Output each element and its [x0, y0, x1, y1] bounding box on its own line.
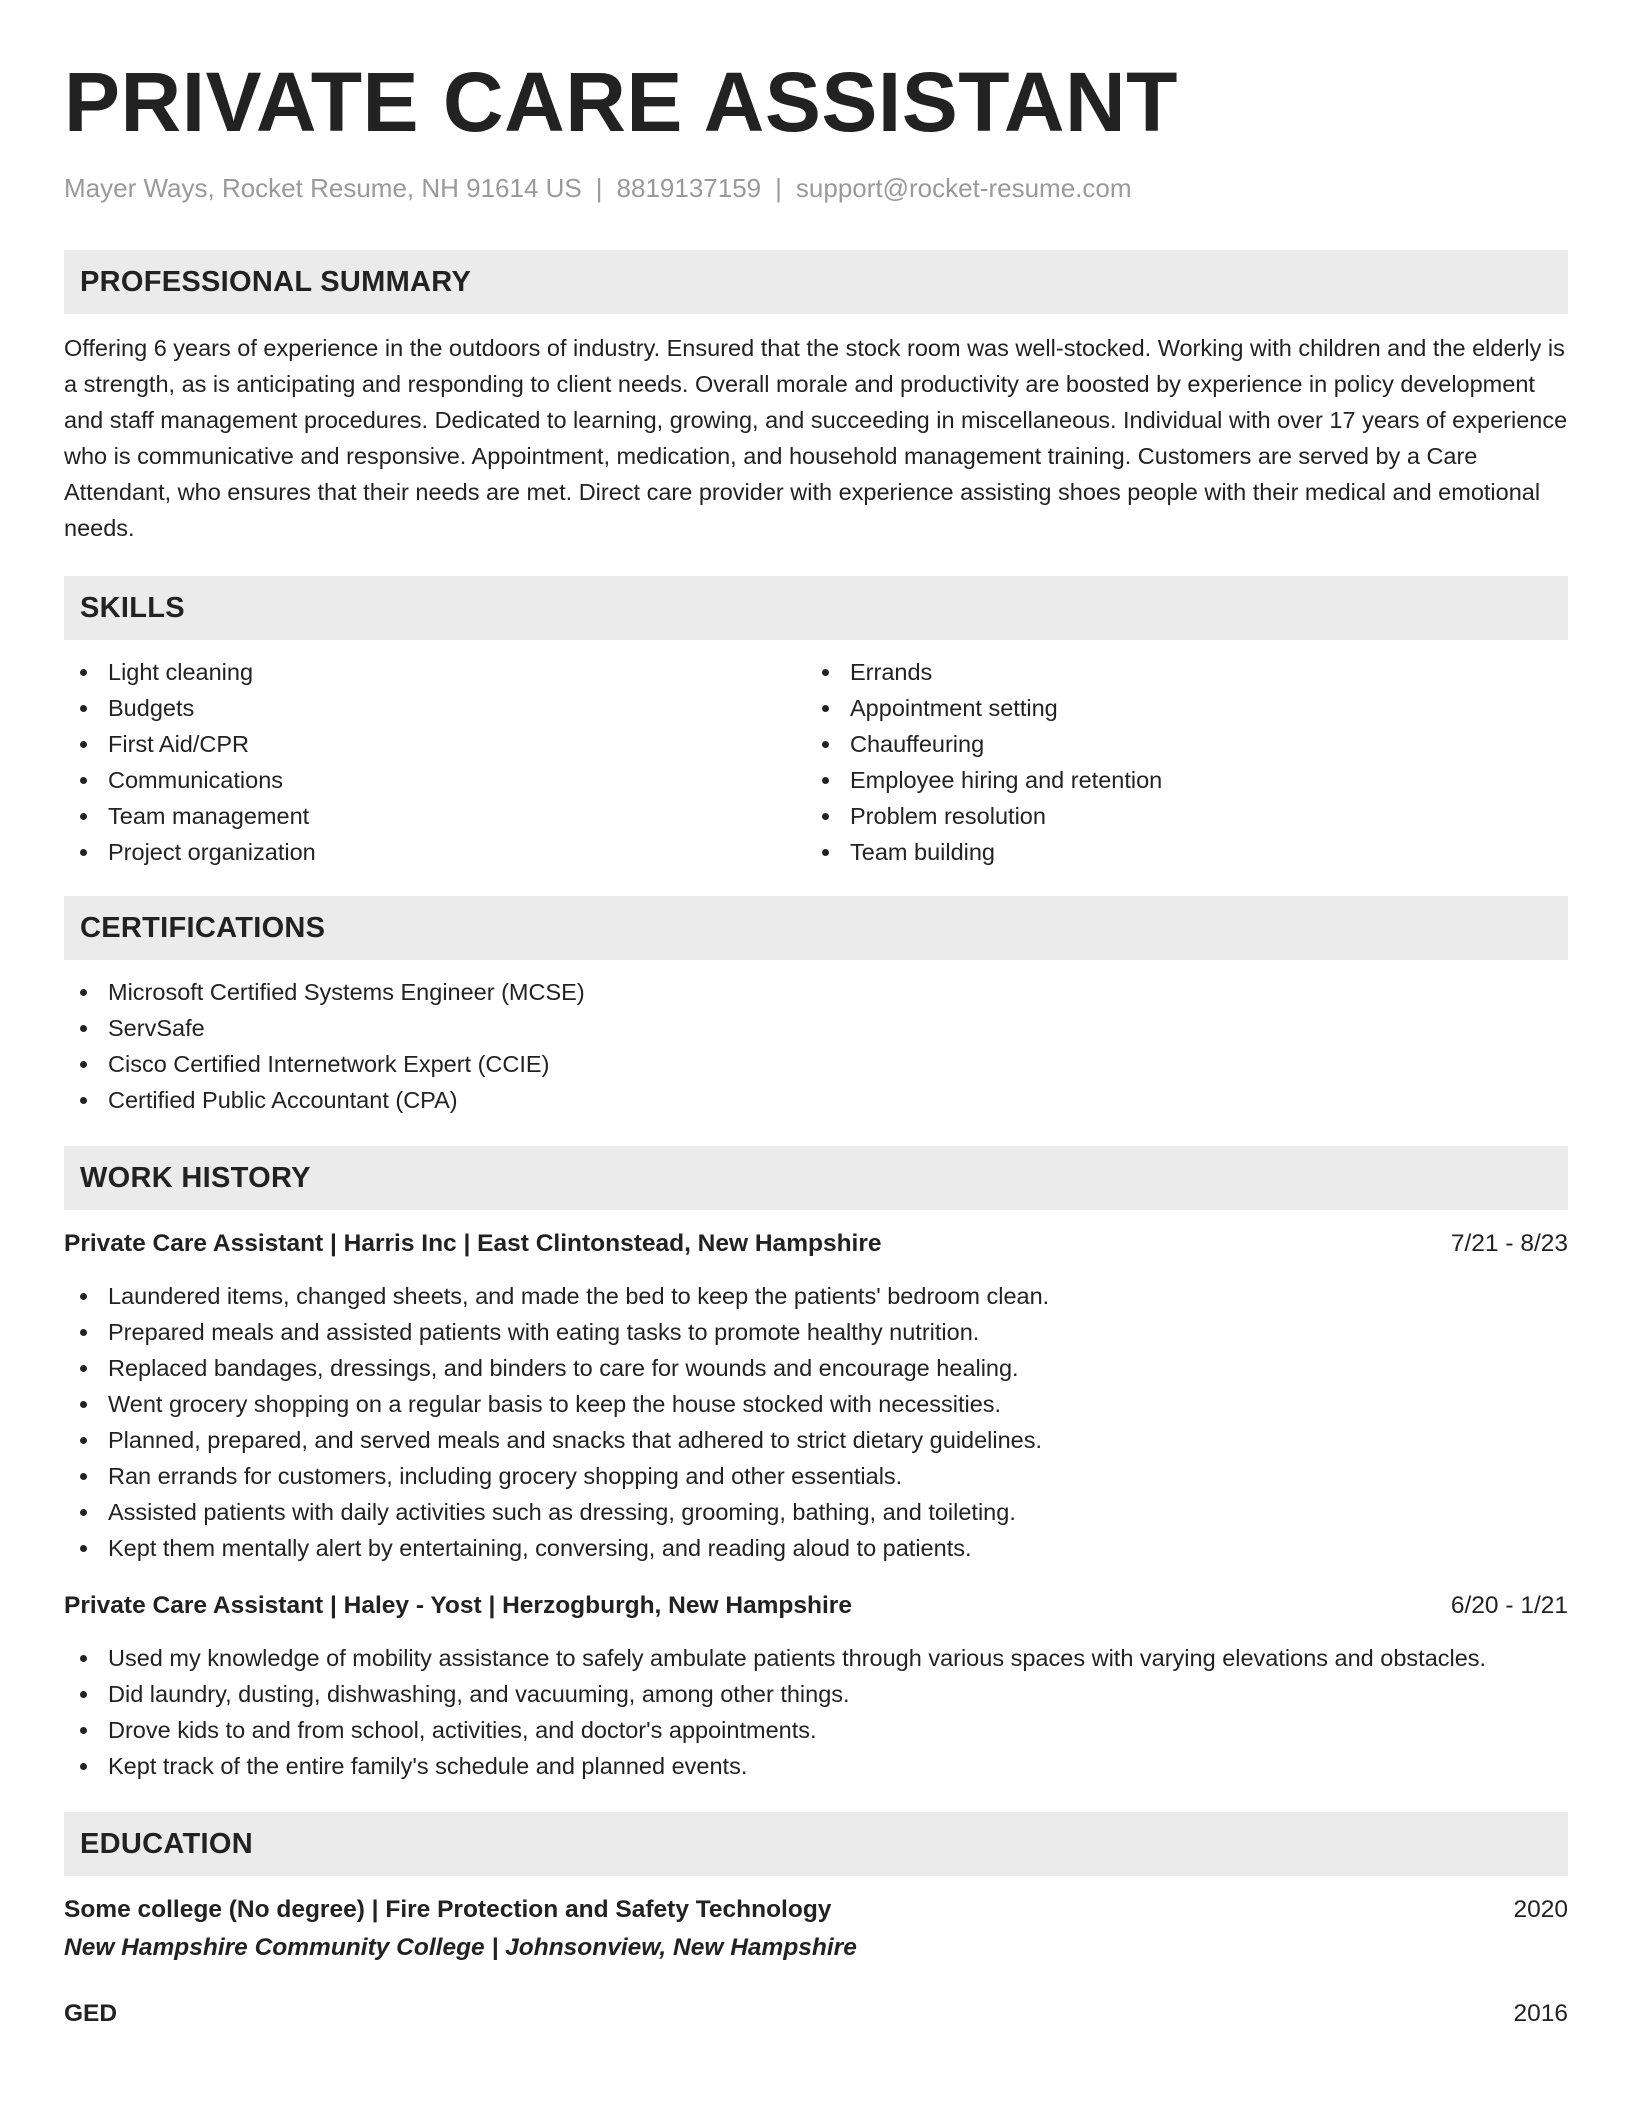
- education-degree: GED: [64, 2000, 118, 2027]
- section-heading-certifications: CERTIFICATIONS: [64, 896, 1568, 960]
- job-header: [64, 1226, 1568, 1262]
- education-header: [64, 1996, 1568, 2032]
- resume-title: PRIVATE CARE ASSISTANT: [64, 55, 1178, 149]
- job-entry: [64, 1588, 1568, 1784]
- job-bullet: Prepared meals and assisted patients with eating tasks to promote healthy nutrition.: [64, 1314, 1568, 1350]
- skills-list-right: [806, 654, 1548, 870]
- job-bullet: Laundered items, changed sheets, and made the bed to keep the patients' bedroom clean.: [64, 1278, 1568, 1314]
- job-bullet: Kept track of the entire family's schedule and planned events.: [64, 1748, 1568, 1784]
- skill-item: Employee hiring and retention: [806, 762, 1548, 798]
- skill-item: Problem resolution: [806, 798, 1548, 834]
- skill-item: Errands: [806, 654, 1548, 690]
- skill-item: Team building: [806, 834, 1548, 870]
- job-bullet: Went grocery shopping on a regular basis to keep the house stocked with necessities.: [64, 1386, 1568, 1422]
- contact-separator: |: [595, 173, 603, 203]
- contact-address: Mayer Ways, Rocket Resume, NH 91614 US: [64, 173, 582, 203]
- summary-text: Offering 6 years of experience in the outdoors of industry. Ensured that the stock room was well-stocked. Working with children and the elderly is a strength, as is anticipating and responding to client needs. Overall morale and productivity are boosted by experience in policy development and staff management procedures. Dedicated to learning, growing, and succeeding in miscellaneous. Individual with over 17 years of experience who is communicative and responsive. Appointment, medication, and household management training. Customers are served by a Care Attendant, who ensures that their needs are met. Direct care provider with experience assisting shoes people with their medical and emotional needs.: [64, 335, 1568, 541]
- job-bullet: Used my knowledge of mobility assistance to safely ambulate patients through various spaces with varying elevations and obstacles.: [64, 1640, 1568, 1676]
- job-bullets: [64, 1278, 1568, 1566]
- job-header: [64, 1588, 1568, 1624]
- certification-item: Cisco Certified Internetwork Expert (CCIE): [64, 1046, 1568, 1082]
- contact-email: support@rocket-resume.com: [795, 173, 1132, 203]
- skill-item: Appointment setting: [806, 690, 1548, 726]
- education-entry: [64, 1996, 1568, 2032]
- skill-item: Communications: [64, 762, 806, 798]
- resume-content: [64, 52, 1568, 2032]
- certification-item: Certified Public Accountant (CPA): [64, 1082, 1568, 1118]
- job-bullet: Drove kids to and from school, activities, and doctor's appointments.: [64, 1712, 1568, 1748]
- job-entry: [64, 1226, 1568, 1566]
- education-school: New Hampshire Community College | Johnsonview, New Hampshire: [64, 1934, 857, 1961]
- contact-line: [64, 172, 1568, 204]
- education-year: 2016: [1513, 2000, 1568, 2027]
- job-bullet: Kept them mentally alert by entertaining, conversing, and reading aloud to patients.: [64, 1530, 1568, 1566]
- section-heading-education: EDUCATION: [64, 1812, 1568, 1876]
- skill-item: First Aid/CPR: [64, 726, 806, 762]
- education-header: [64, 1892, 1568, 1928]
- job-bullet: Ran errands for customers, including grocery shopping and other essentials.: [64, 1458, 1568, 1494]
- job-bullet: Planned, prepared, and served meals and snacks that adhered to strict dietary guidelines.: [64, 1422, 1568, 1458]
- skill-item: Budgets: [64, 690, 806, 726]
- skills-list-left: [64, 654, 806, 870]
- job-bullet: Replaced bandages, dressings, and binders to care for wounds and encourage healing.: [64, 1350, 1568, 1386]
- education-entry: [64, 1892, 1568, 1968]
- skill-item: Chauffeuring: [806, 726, 1548, 762]
- skill-item: Team management: [64, 798, 806, 834]
- job-title: Private Care Assistant | Harris Inc | East Clintonstead, New Hampshire: [64, 1230, 882, 1257]
- skill-item: Project organization: [64, 834, 806, 870]
- education-degree: Some college (No degree) | Fire Protection and Safety Technology: [64, 1896, 832, 1923]
- education-year: 2020: [1513, 1896, 1568, 1923]
- section-heading-skills: SKILLS: [64, 576, 1568, 640]
- contact-phone: 8819137159: [616, 173, 762, 203]
- certifications-list: [64, 974, 1568, 1118]
- job-dates: 6/20 - 1/21: [1450, 1592, 1568, 1619]
- section-heading-work-history: WORK HISTORY: [64, 1146, 1568, 1210]
- section-heading-summary: PROFESSIONAL SUMMARY: [64, 250, 1568, 314]
- job-dates: 7/21 - 8/23: [1450, 1230, 1568, 1257]
- skill-item: Light cleaning: [64, 654, 806, 690]
- job-bullet: Assisted patients with daily activities such as dressing, grooming, bathing, and toileting.: [64, 1494, 1568, 1530]
- job-bullets: [64, 1640, 1568, 1784]
- contact-separator: |: [775, 173, 782, 203]
- job-bullet: Did laundry, dusting, dishwashing, and vacuuming, among other things.: [64, 1676, 1568, 1712]
- skills-grid: [64, 640, 1568, 870]
- certification-item: Microsoft Certified Systems Engineer (MCSE): [64, 974, 1568, 1010]
- certification-item: ServSafe: [64, 1010, 1568, 1046]
- job-title: Private Care Assistant | Haley - Yost | Herzogburgh, New Hampshire: [64, 1592, 852, 1619]
